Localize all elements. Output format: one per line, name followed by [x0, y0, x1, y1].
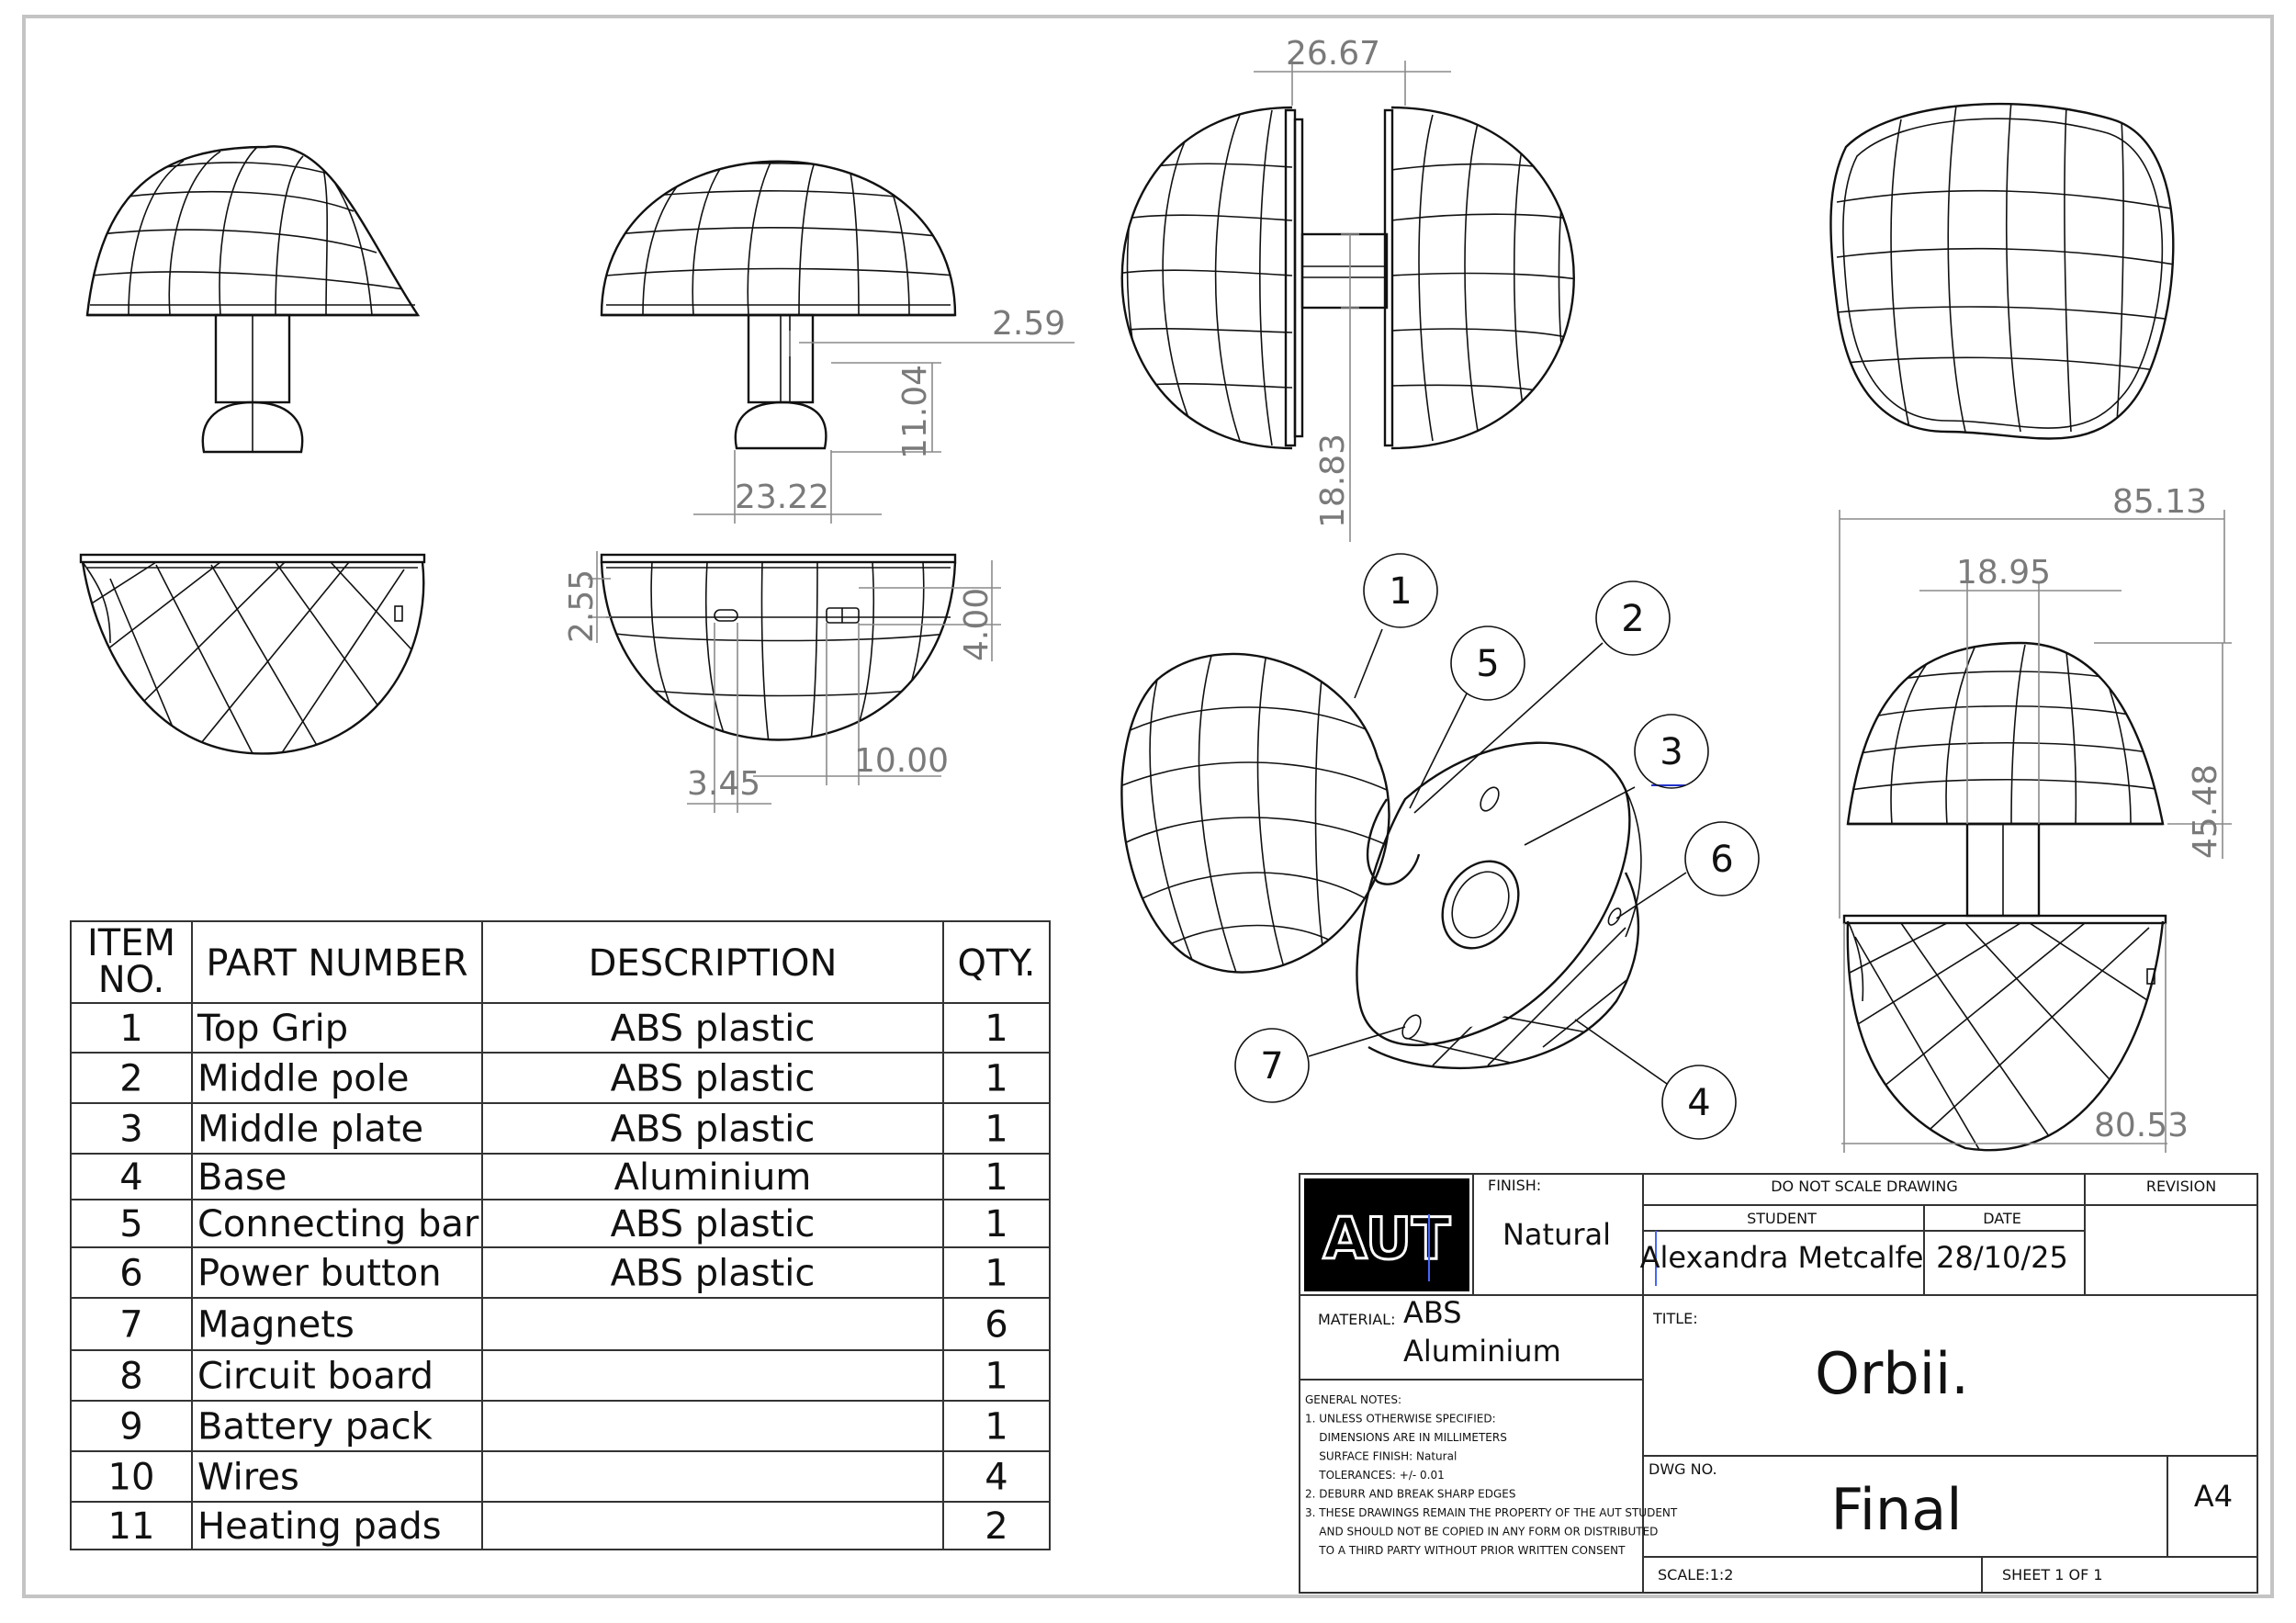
bom-description: ABS plastic	[610, 1108, 816, 1151]
do-not-scale: DO NOT SCALE DRAWING	[1771, 1178, 1958, 1195]
view-side-spheres	[1107, 107, 1584, 448]
general-note-line: SURFACE FINISH: Natural	[1305, 1449, 1458, 1463]
dimension-2-55	[563, 551, 611, 643]
aut-logo-text: AUT	[1322, 1205, 1451, 1272]
bom-row	[119, 1253, 1007, 1295]
bom-qty: 1	[985, 1252, 1008, 1295]
bom-row	[119, 1058, 1007, 1100]
dwg-no-value: Final	[1830, 1476, 1963, 1543]
svg-text:80.53: 80.53	[2094, 1107, 2189, 1144]
title-block	[1300, 1174, 2257, 1593]
svg-text:45.48: 45.48	[2187, 763, 2224, 859]
view-base-middle	[602, 555, 955, 762]
bom-row	[108, 1505, 1008, 1548]
general-note-line: DIMENSIONS ARE IN MILLIMETERS	[1305, 1431, 1507, 1444]
balloon-6	[1616, 822, 1759, 919]
sheet-number: SHEET 1 OF 1	[2002, 1566, 2103, 1584]
bom-item-no: 5	[119, 1203, 143, 1245]
svg-text:5: 5	[1476, 643, 1500, 685]
svg-text:4: 4	[1687, 1082, 1711, 1124]
bom-item-no: 2	[119, 1057, 143, 1100]
bom-row	[119, 1406, 1007, 1448]
bom-part-number: Base	[197, 1156, 287, 1199]
bom-row	[119, 1203, 1007, 1245]
svg-text:6: 6	[1710, 839, 1734, 881]
general-note-line: 1. UNLESS OTHERWISE SPECIFIED:	[1305, 1412, 1496, 1426]
dimension-85-13	[1840, 483, 2224, 919]
dimension-26-67	[1254, 35, 1451, 106]
dwg-no-label: DWG NO.	[1649, 1460, 1717, 1478]
sheet-size: A4	[2193, 1479, 2234, 1514]
balloon-2	[1414, 581, 1670, 813]
bom-item-no: 3	[119, 1108, 143, 1151]
bom-header-item-no-2: NO.	[97, 959, 165, 1001]
bom-part-number: Circuit board	[197, 1355, 433, 1398]
dimension-45-48	[2094, 643, 2232, 859]
general-note-line: 2. DEBURR AND BREAK SHARP EDGES	[1305, 1487, 1516, 1501]
bom-header-description: DESCRIPTION	[588, 942, 838, 985]
svg-text:3: 3	[1660, 731, 1683, 773]
bom-description: ABS plastic	[610, 1057, 816, 1100]
dimension-23-22	[693, 450, 882, 524]
bom-header-qty: QTY.	[957, 942, 1036, 985]
balloon-7	[1235, 1027, 1405, 1102]
bom-item-no: 10	[107, 1456, 155, 1499]
bom-row	[119, 1156, 1007, 1199]
scale-label: SCALE:1:2	[1658, 1566, 1734, 1584]
svg-text:10.00: 10.00	[854, 742, 950, 780]
balloon-4	[1575, 1020, 1736, 1139]
bom-qty: 1	[985, 1008, 1008, 1050]
bom-qty: 1	[985, 1355, 1008, 1398]
general-note-line: 3. THESE DRAWINGS REMAIN THE PROPERTY OF THE AUT STUDENT	[1305, 1506, 1678, 1519]
bom-table	[71, 921, 1050, 1550]
bom-qty: 1	[985, 1405, 1008, 1448]
svg-text:23.22: 23.22	[735, 479, 830, 516]
svg-text:7: 7	[1260, 1045, 1284, 1088]
svg-text:18.95: 18.95	[1956, 554, 2052, 592]
general-note-line: GENERAL NOTES:	[1305, 1393, 1401, 1406]
svg-text:4.00: 4.00	[958, 587, 996, 661]
dimension-80-53	[1841, 923, 2189, 1153]
svg-text:2.59: 2.59	[992, 305, 1066, 343]
bom-qty: 1	[985, 1057, 1008, 1100]
bom-item-no: 6	[119, 1252, 143, 1295]
bom-header-part-number: PART NUMBER	[206, 942, 468, 985]
bom-item-no: 1	[119, 1008, 143, 1050]
view-front-left	[87, 146, 418, 452]
bom-header-item-no: ITEM	[86, 922, 176, 964]
general-note-line: AND SHOULD NOT BE COPIED IN ANY FORM OR DISTRIBUTED	[1305, 1525, 1659, 1538]
bom-description: ABS plastic	[610, 1203, 816, 1245]
material-line-1: ABS	[1403, 1295, 1462, 1330]
balloon-1	[1355, 554, 1437, 698]
date-label: DATE	[1983, 1210, 2021, 1227]
balloon-3	[1525, 715, 1708, 845]
bom-qty: 1	[985, 1108, 1008, 1151]
student-value: Alexandra Metcalfe	[1639, 1240, 1924, 1275]
bom-qty: 4	[985, 1456, 1008, 1499]
bom-qty: 1	[985, 1156, 1008, 1199]
svg-text:18.83: 18.83	[1314, 433, 1352, 528]
bom-part-number: Middle plate	[197, 1108, 424, 1151]
date-value: 28/10/25	[1936, 1240, 2068, 1275]
bom-item-no: 7	[119, 1303, 143, 1347]
bom-row	[119, 1356, 1007, 1398]
dimension-4-00	[859, 560, 1001, 661]
bom-row	[119, 1109, 1007, 1151]
bom-part-number: Connecting bar	[197, 1203, 479, 1245]
bom-item-no: 4	[119, 1156, 143, 1199]
bom-part-number: Top Grip	[197, 1008, 349, 1050]
svg-text:2: 2	[1621, 598, 1645, 640]
bom-part-number: Battery pack	[197, 1405, 433, 1448]
bom-item-no: 9	[119, 1405, 143, 1448]
dimension-18-83	[1314, 234, 1359, 542]
svg-text:3.45: 3.45	[687, 765, 761, 803]
svg-text:11.04: 11.04	[896, 364, 934, 459]
bom-qty: 2	[985, 1505, 1008, 1548]
bom-row	[108, 1457, 1008, 1499]
student-label: STUDENT	[1747, 1210, 1817, 1227]
svg-text:2.55: 2.55	[563, 569, 601, 643]
finish-label: FINISH:	[1488, 1177, 1542, 1194]
title-value: Orbii.	[1815, 1340, 1969, 1407]
dimension-18-95	[1919, 554, 2122, 824]
bom-part-number: Heating pads	[197, 1505, 442, 1548]
general-note-line: TOLERANCES: +/- 0.01	[1305, 1469, 1445, 1482]
view-side-right	[1844, 643, 2166, 1157]
bom-row	[119, 1008, 1007, 1050]
bom-part-number: Wires	[197, 1456, 299, 1499]
bom-part-number: Power button	[197, 1252, 442, 1295]
bom-description: ABS plastic	[610, 1252, 816, 1295]
svg-text:26.67: 26.67	[1286, 35, 1381, 73]
bom-qty: 6	[985, 1303, 1008, 1347]
dimension-3-45	[687, 623, 771, 813]
svg-text:1: 1	[1389, 570, 1412, 613]
view-base-left	[81, 555, 424, 762]
view-exploded	[1111, 648, 1641, 1075]
finish-value: Natural	[1502, 1217, 1612, 1252]
bom-item-no: 11	[107, 1505, 155, 1548]
bom-item-no: 8	[119, 1355, 143, 1398]
bom-description: Aluminium	[613, 1156, 812, 1199]
material-line-2: Aluminium	[1403, 1334, 1561, 1369]
bom-part-number: Magnets	[197, 1303, 355, 1347]
bom-description: ABS plastic	[610, 1008, 816, 1050]
dimension-2-59	[790, 305, 1075, 356]
svg-text:85.13: 85.13	[2112, 483, 2208, 521]
view-top-right	[1830, 101, 2186, 439]
revision-label: REVISION	[2145, 1178, 2217, 1195]
bom-part-number: Middle pole	[197, 1057, 410, 1100]
general-note-line: TO A THIRD PARTY WITHOUT PRIOR WRITTEN CONSENT	[1305, 1544, 1626, 1557]
title-label: TITLE:	[1653, 1310, 1698, 1327]
material-label: MATERIAL:	[1318, 1311, 1396, 1328]
dimension-11-04	[831, 363, 941, 459]
bom-row	[119, 1304, 1007, 1347]
bom-qty: 1	[985, 1203, 1008, 1245]
